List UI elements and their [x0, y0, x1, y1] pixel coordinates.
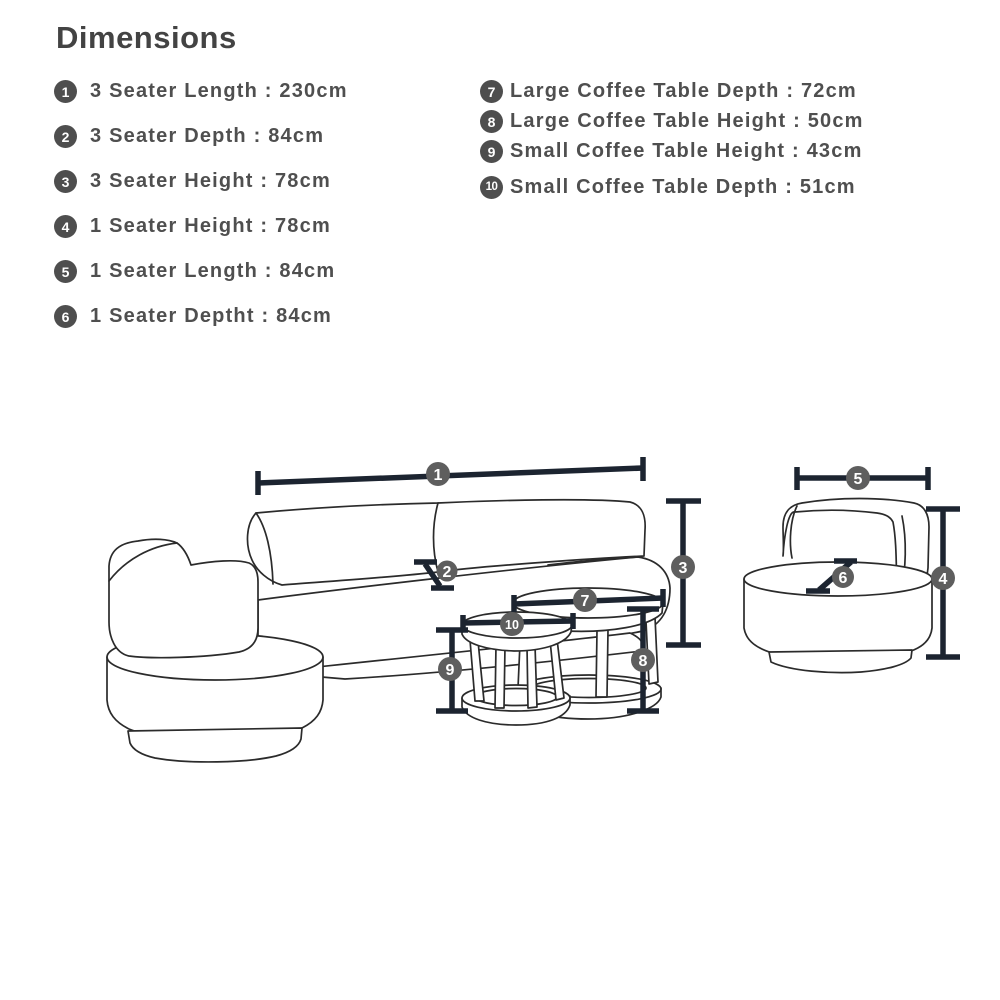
spec-number-badge: 6: [54, 305, 77, 328]
marker-number: 7: [580, 593, 590, 610]
armchair-front-plinth: [769, 650, 912, 673]
spec-text: 3 Seater Height : 78cm: [90, 170, 331, 192]
spec-number-badge: 8: [480, 110, 503, 133]
spec-number-badge: 5: [54, 260, 77, 283]
marker-number: 5: [853, 471, 863, 488]
large-table-leg: [596, 630, 608, 697]
spec-text: 1 Seater Length : 84cm: [90, 260, 336, 282]
spec-number-badge: 3: [54, 170, 77, 193]
marker-number: 4: [938, 571, 948, 588]
dimension-marker-8: [631, 648, 655, 672]
spec-text: 3 Seater Length : 230cm: [90, 80, 348, 102]
dimension-marker-9: [438, 657, 462, 681]
spec-text: 1 Seater Deptht : 84cm: [90, 305, 333, 327]
dimension-marker-2: [437, 561, 458, 582]
dimension-marker-6: [832, 566, 854, 588]
dimension-marker-3: [671, 555, 695, 579]
spec-number-badge: 1: [54, 80, 77, 103]
dimension-line-1: [258, 457, 643, 495]
spec-text: Large Coffee Table Depth : 72cm: [510, 80, 857, 102]
armchair-back-plinth: [128, 728, 302, 762]
marker-number: 2: [442, 564, 452, 581]
dimension-marker-10: [500, 612, 524, 636]
spec-text: Small Coffee Table Height : 43cm: [510, 140, 863, 162]
spec-number-badge: 10: [480, 176, 503, 199]
armchair-back-shell: [109, 539, 258, 657]
marker-number: 6: [838, 570, 848, 587]
spec-number-badge: 2: [54, 125, 77, 148]
spec-number-badge: 7: [480, 80, 503, 103]
spec-number-badge: 9: [480, 140, 503, 163]
marker-number: 10: [505, 618, 519, 632]
dimension-marker-5: [846, 466, 870, 490]
dimension-marker-1: [426, 462, 450, 486]
marker-number: 3: [678, 560, 688, 577]
marker-number: 1: [433, 467, 443, 484]
spec-text: Small Coffee Table Depth : 51cm: [510, 176, 856, 198]
spec-number-badge: 4: [54, 215, 77, 238]
marker-number: 9: [445, 662, 455, 679]
small-table-ring-inner: [475, 689, 557, 706]
dimension-marker-7: [573, 588, 597, 612]
spec-text: 1 Seater Height : 78cm: [90, 215, 331, 237]
marker-number: 8: [638, 653, 648, 670]
dimension-marker-4: [931, 566, 955, 590]
spec-text: 3 Seater Depth : 84cm: [90, 125, 325, 147]
page-title: Dimensions: [56, 20, 237, 55]
small-table-leg: [527, 645, 537, 708]
spec-text: Large Coffee Table Height : 50cm: [510, 110, 864, 132]
small-table-leg: [495, 645, 505, 708]
